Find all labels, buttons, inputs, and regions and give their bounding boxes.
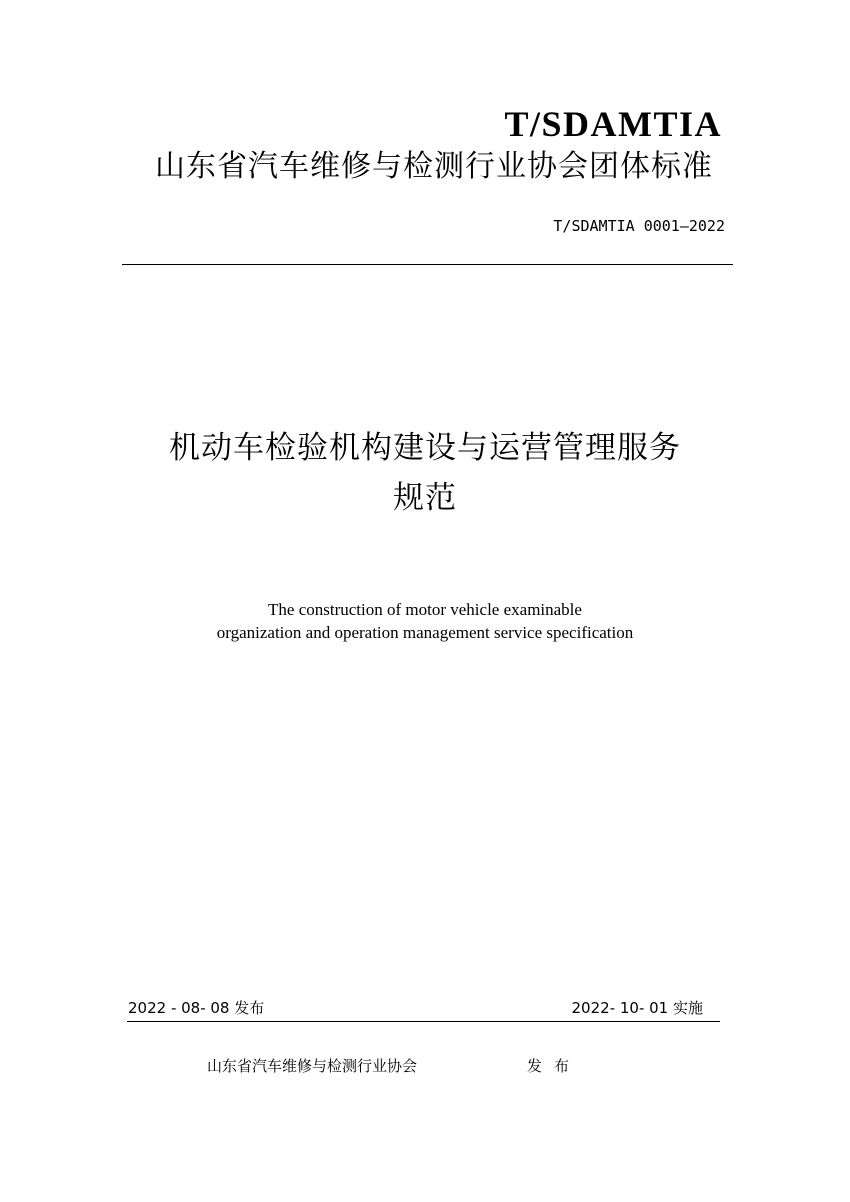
organization-code: T/SDAMTIA [504, 104, 722, 144]
publisher-name: 山东省汽车维修与检测行业协会 [207, 1057, 418, 1075]
issue-date: 2022 - 08- 08 发布 [128, 999, 265, 1017]
title-english-line-1: The construction of motor vehicle examinable [268, 600, 582, 619]
standard-number: T/SDAMTIA 0001—2022 [553, 217, 725, 235]
title-chinese-line-1: 机动车检验机构建设与运营管理服务 [169, 430, 681, 466]
publish-label: 发布 [527, 1057, 582, 1075]
document-title-english [0, 598, 850, 644]
title-english-line-2: organization and operation management service specification [216, 623, 634, 642]
footer-divider [127, 1021, 720, 1022]
header-divider [122, 264, 733, 265]
title-chinese-line-2: 规范 [393, 480, 457, 516]
document-title-chinese [0, 423, 850, 523]
organization-standard-name: 山东省汽车维修与检测行业协会团体标准 [155, 149, 713, 184]
implementation-date: 2022- 10- 01 实施 [571, 999, 703, 1017]
